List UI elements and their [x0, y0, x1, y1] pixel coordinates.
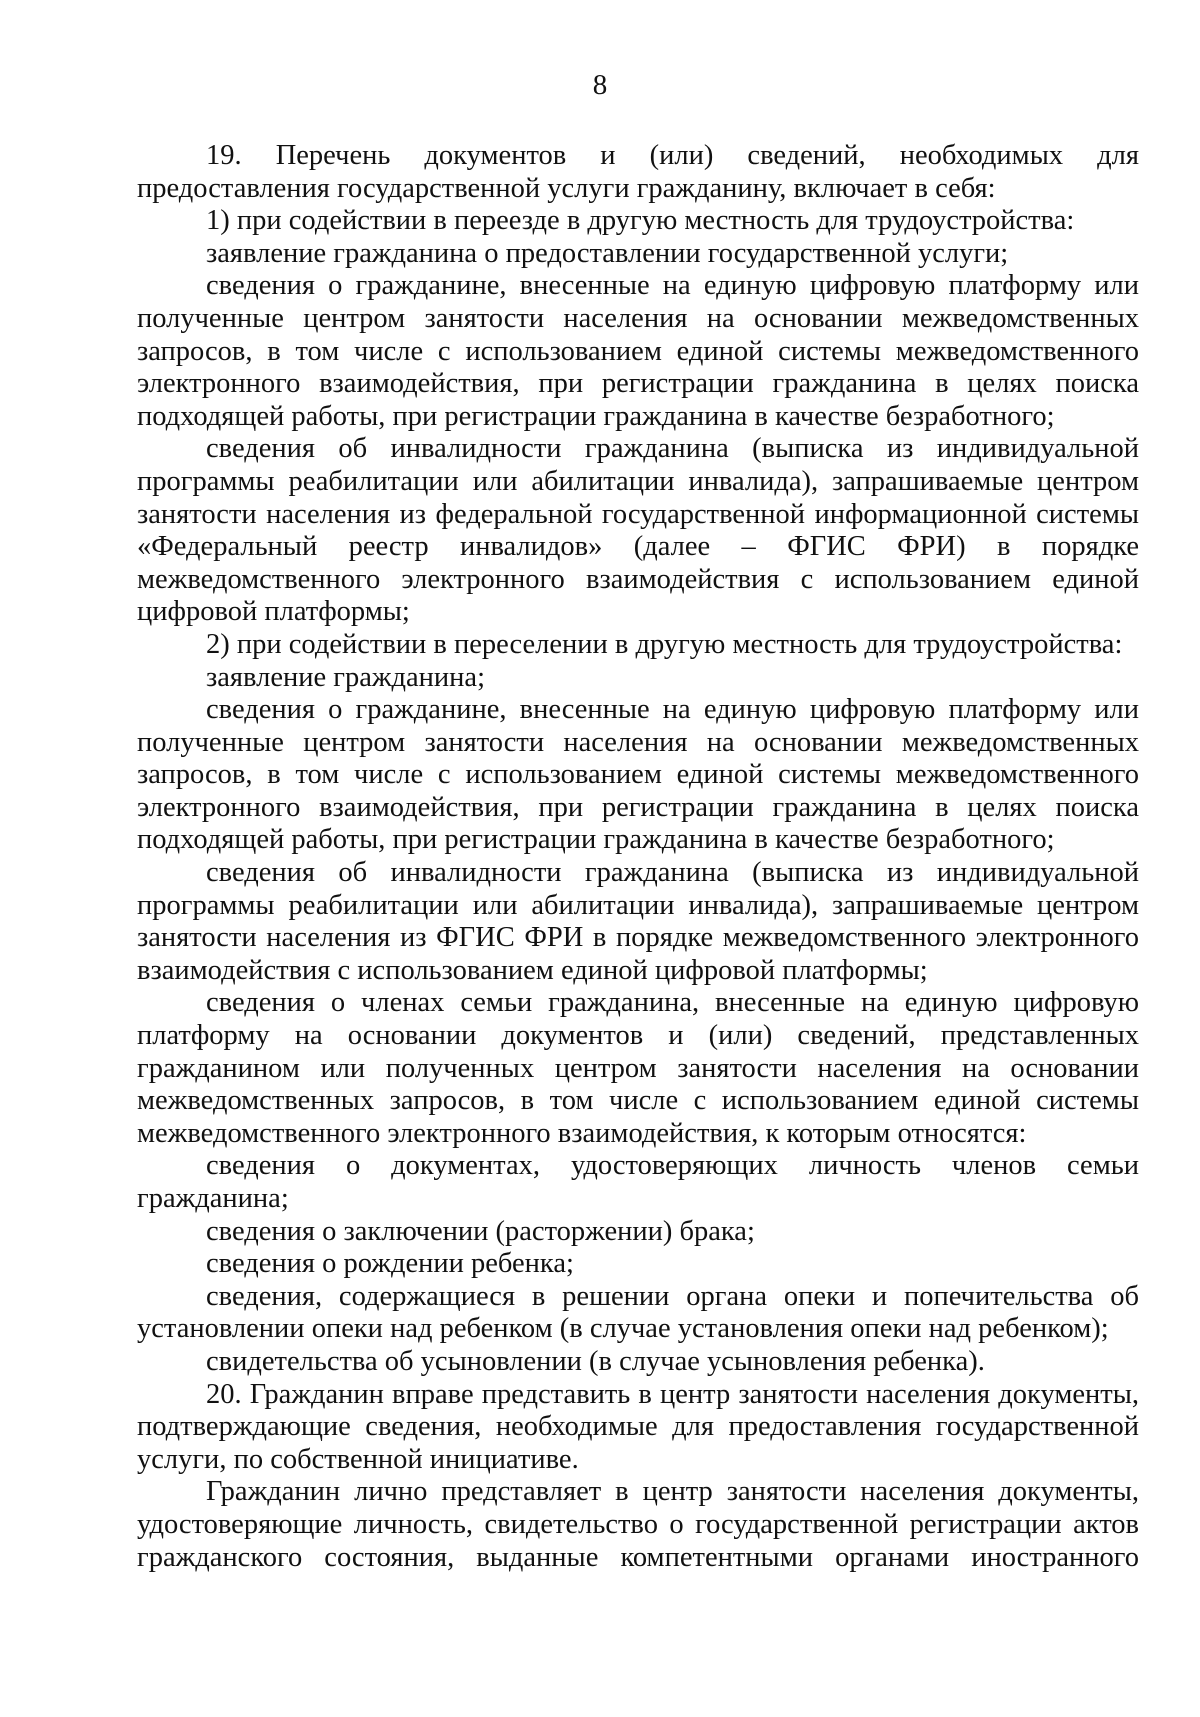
paragraph-20-intro: 20. Гражданин вправе представить в центр занятости населения документы, подтверждающие сведения, необходимые для предоставления государственной услуги, по собственной инициативе.: [137, 1378, 1139, 1475]
paragraph-item-1-application: заявление гражданина о предоставлении государственной услуги;: [206, 237, 1009, 269]
document-body: [137, 140, 1139, 1574]
paragraph-family-id-documents: сведения о документах, удостоверяющих личность членов семьи гражданина;: [137, 1150, 1139, 1214]
paragraph-marriage-info: сведения о заключении (расторжении) брака;: [206, 1215, 755, 1247]
paragraph-item-2-disability-info: сведения об инвалидности гражданина (выписка из индивидуальной программы реабилитации или абилитации инвалида), запрашиваемые центром занятости населения из ФГИС ФРИ в порядке межведомственного электронного взаимодействия с использованием единой цифровой платформы;: [137, 857, 1139, 986]
paragraph-adoption-certificates: свидетельства об усыновлении (в случае усыновления ребенка).: [206, 1345, 985, 1377]
paragraph-item-2-citizen-info: сведения о гражданине, внесенные на единую цифровую платформу или полученные центром занятости населения на основании межведомственных запросов, в том числе с использованием единой системы межведомственного электронного взаимодействия, при регистрации гражданина в целях поиска подходящей работы, при регистрации гражданина в качестве безработного;: [137, 694, 1139, 856]
page-number: 8: [592, 69, 608, 101]
paragraph-guardianship-info: сведения, содержащиеся в решении органа опеки и попечительства об установлении опеки над ребенком (в случае установления опеки над ребенком);: [137, 1280, 1139, 1345]
paragraph-item-2-application: заявление гражданина;: [206, 661, 486, 693]
paragraph-birth-info: сведения о рождении ребенка;: [206, 1248, 574, 1280]
paragraph-19-intro: 19. Перечень документов и (или) сведений, необходимых для предоставления государственной услуги гражданину, включает в себя:: [137, 140, 1139, 204]
paragraph-item-1-disability-info: сведения об инвалидности гражданина (выписка из индивидуальной программы реабилитации или абилитации инвалида), запрашиваемые центром занятости населения из федеральной государственной информационной системы «Федеральный реестр инвалидов» (далее – ФГИС ФРИ) в порядке межведомственного электронного взаимодействия с использованием единой цифровой платформы;: [137, 433, 1139, 628]
paragraph-family-members-info: сведения о членах семьи гражданина, внесенные на единую цифровую платформу на основании документов и (или) сведений, представленных гражданином или полученных центром занятости населения на основании межведомственных запросов, в том числе с использованием единой системы межведомственного электронного взаимодействия, к которым относятся:: [137, 987, 1139, 1149]
paragraph-item-1-heading: 1) при содействии в переезде в другую местность для трудоустройства:: [206, 205, 1075, 237]
paragraph-item-1-citizen-info: сведения о гражданине, внесенные на единую цифровую платформу или полученные центром занятости населения на основании межведомственных запросов, в том числе с использованием единой системы межведомственного электронного взаимодействия, при регистрации гражданина в целях поиска подходящей работы, при регистрации гражданина в качестве безработного;: [137, 270, 1139, 432]
paragraph-20-personal-documents: Гражданин лично представляет в центр занятости населения документы, удостоверяющие личность, свидетельство о государственной регистрации актов гражданского состояния, выданные компетентными органами иностранного: [137, 1476, 1139, 1573]
paragraph-item-2-heading: 2) при содействии в переселении в другую местность для трудоустройства:: [206, 628, 1123, 660]
